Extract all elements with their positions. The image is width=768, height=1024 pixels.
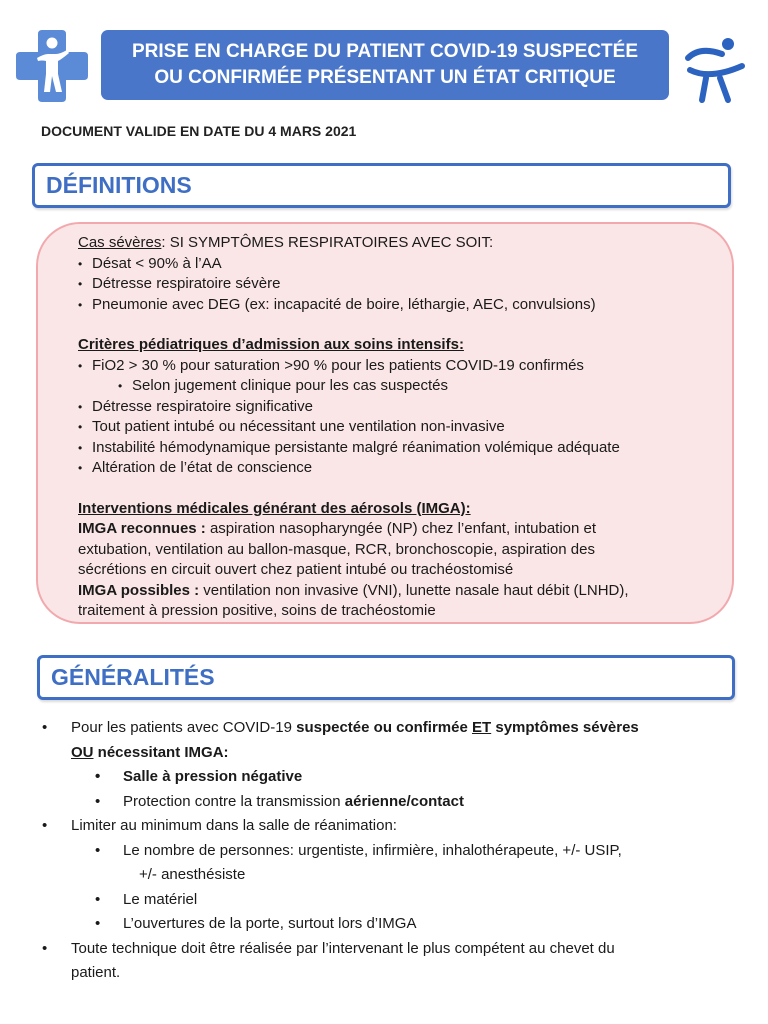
list-subitem-continuation: +/- anesthésiste xyxy=(139,866,246,883)
hospital-logo-icon xyxy=(680,32,750,104)
section-heading-definitions: DÉFINITIONS xyxy=(32,163,731,208)
imga-possible-text: traitement à pression positive, soins de trachéostomie xyxy=(78,602,436,619)
picu-criteria-heading: Critères pédiatriques d’admission aux soins intensifs: xyxy=(78,336,464,353)
text-run: Toute technique doit être réalisée par l’intervenant le plus compétent au chevet du xyxy=(71,939,615,957)
list-item xyxy=(40,716,720,765)
medical-cross-logo-icon xyxy=(14,28,90,104)
list-subitem: • L’ouvertures de la porte, surtout lors d’IMGA xyxy=(40,912,720,937)
severe-cases-heading xyxy=(78,233,732,254)
text-run: Protection contre la transmission xyxy=(123,792,345,810)
list-subitem: • Le matériel xyxy=(40,888,720,913)
list-item: • Désat < 90% à l’AA xyxy=(78,254,732,275)
text-run: nécessitant IMGA: xyxy=(93,743,229,761)
imga-known-label: IMGA reconnues : xyxy=(78,520,206,537)
validity-date: DOCUMENT VALIDE EN DATE DU 4 MARS 2021 xyxy=(41,123,357,139)
list-item: • FiO2 > 30 % pour saturation >90 % pour les patients COVID-19 confirmés xyxy=(78,356,732,377)
imga-known-text: sécrétions en circuit ouvert chez patient intubé ou trachéostomisé xyxy=(78,561,514,578)
text-run: OU xyxy=(71,743,94,761)
text-run: ET xyxy=(472,719,492,736)
list-subitem: • Salle à pression négative xyxy=(40,765,720,790)
list-item: • Détresse respiratoire significative xyxy=(78,397,732,418)
imga-known-text: extubation, ventilation au ballon-masque, RCR, bronchoscopie, aspiration des xyxy=(78,540,595,558)
imga-known-text: aspiration nasopharyngée (NP) chez l’enfant, intubation et xyxy=(205,520,597,537)
section-heading-generalites: GÉNÉRALITÉS xyxy=(37,655,735,700)
generalites-list xyxy=(40,716,720,986)
title-line-1: PRISE EN CHARGE DU PATIENT COVID-19 SUSPECTÉE xyxy=(131,41,639,62)
imga-known-paragraph xyxy=(78,519,732,581)
text-run: patient. xyxy=(71,964,121,981)
list-subitem: • Le nombre de personnes: urgentiste, infirmière, inhalothérapeute, +/- USIP, xyxy=(40,839,720,864)
list-item: • Pneumonie avec DEG (ex: incapacité de boire, léthargie, AEC, convulsions) xyxy=(78,295,732,316)
imga-heading: Interventions médicales générant des aérosols (IMGA): xyxy=(78,499,471,517)
list-subitem: • Selon jugement clinique pour les cas suspectés xyxy=(78,376,732,397)
imga-possible-label: IMGA possibles : xyxy=(78,581,200,599)
list-item: • Détresse respiratoire sévère xyxy=(78,274,732,295)
list-item: • Tout patient intubé ou nécessitant une ventilation non-invasive xyxy=(78,417,732,438)
text-run: Pour les patients avec COVID-19 xyxy=(71,719,297,736)
title-line-2: OU CONFIRMÉE PRÉSENTANT UN ÉTAT CRITIQUE xyxy=(154,67,616,88)
text-run: aérienne/contact xyxy=(344,792,464,810)
list-item: • Limiter au minimum dans la salle de réanimation: xyxy=(40,814,720,839)
severe-cases-label: Cas sévères xyxy=(78,234,162,251)
imga-possible-text: ventilation non invasive (VNI), lunette nasale haut débit (LNHD), xyxy=(199,581,629,599)
text-run: symptômes sévères xyxy=(491,719,639,736)
list-item: • Instabilité hémodynamique persistante malgré réanimation volémique adéquate xyxy=(78,438,732,459)
document-title-banner xyxy=(101,30,669,100)
text-run: suspectée ou confirmée xyxy=(296,719,473,736)
list-subitem xyxy=(40,790,720,815)
list-item xyxy=(40,937,720,986)
definitions-panel xyxy=(36,222,734,624)
severe-cases-criteria: : SI SYMPTÔMES RESPIRATOIRES AVEC SOIT: xyxy=(161,234,494,251)
list-item: • Altération de l’état de conscience xyxy=(78,458,732,479)
imga-possible-paragraph xyxy=(78,581,732,622)
